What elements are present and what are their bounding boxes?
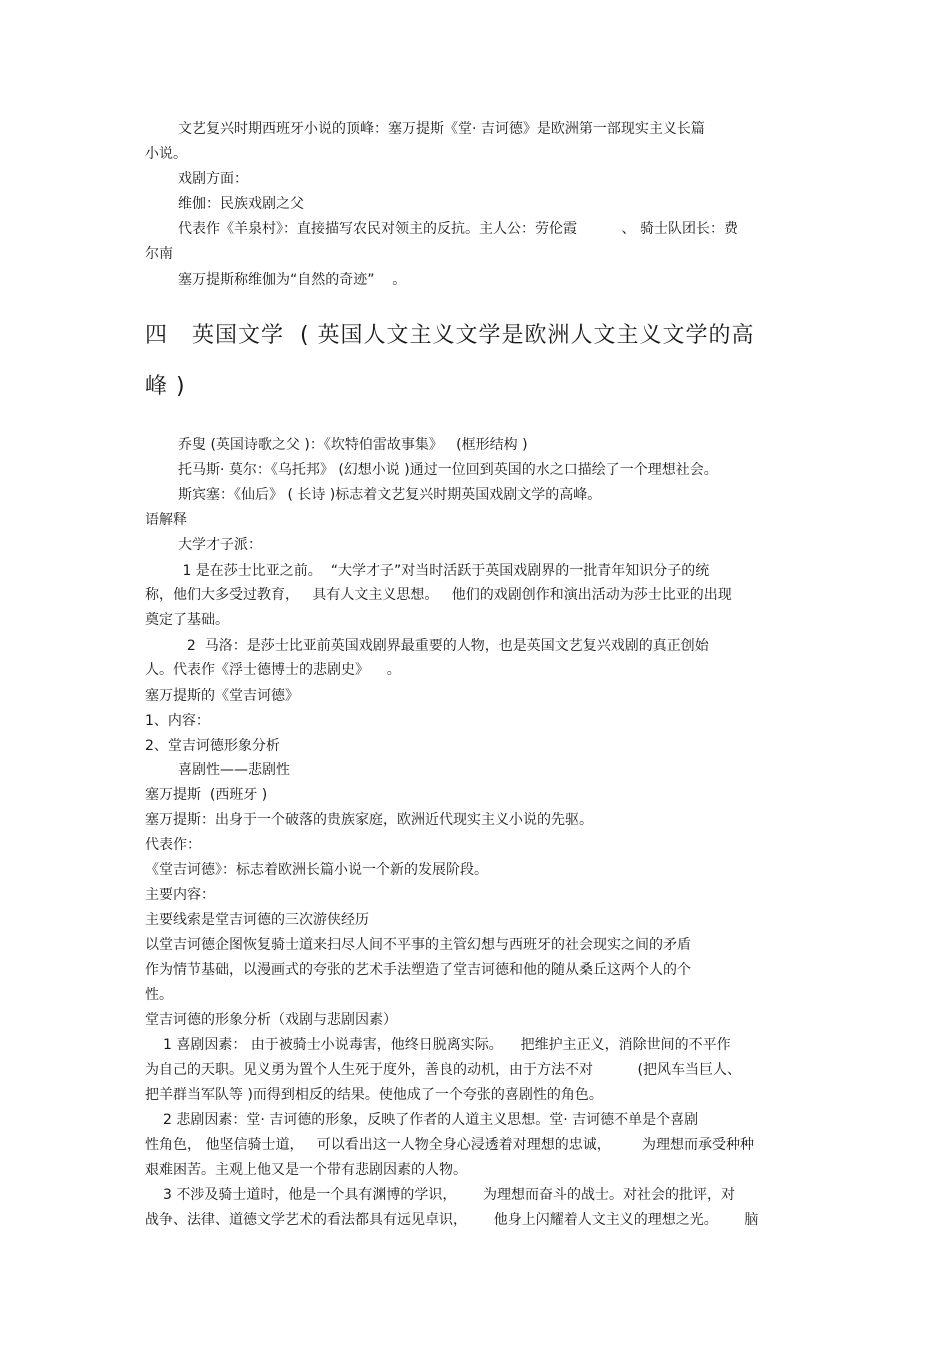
text-line: 把羊群当军队等 )而得到相反的结果。使他成了一个夸张的喜剧性的角色。 (145, 1087, 603, 1103)
text-line: 主要内容： (145, 887, 215, 903)
text-line: 小说。 (145, 146, 187, 162)
text-line: 维伽：民族戏剧之父 (178, 196, 304, 212)
text-line: 1、内容： (145, 713, 210, 729)
text-line: 尔南 (145, 246, 173, 262)
section-heading: 四 英国文学 ( 英国人文主义文学是欧洲人文主义文学的高 (145, 323, 755, 348)
text-line: 以堂吉诃德企图恢复骑士道来扫尽人间不平事的主管幻想与西班牙的社会现实之间的矛盾 (145, 937, 691, 953)
text-line: 文艺复兴时期西班牙小说的顶峰：塞万提斯《堂· 吉诃德》是欧洲第一部现实主义长篇 (178, 121, 705, 137)
text-line: 喜剧性——悲剧性 (178, 762, 290, 778)
text-line: 塞万提斯 (西班牙 ) (145, 787, 268, 803)
text-line: 2、堂吉诃德形象分析 (145, 738, 280, 754)
text-line: 奠定了基础。 (145, 612, 229, 628)
text-line: 代表作： (145, 837, 201, 853)
text-line: 斯宾塞：《仙后》 ( 长诗 )标志着文艺复兴时期英国戏剧文学的高峰。 (178, 487, 602, 503)
text-line: 性角色， 他坚信骑士道， 可以看出这一人物全身心浸透着对理想的忠诚， 为理想而承受种种 (145, 1137, 754, 1153)
text-line: 性。 (145, 987, 173, 1003)
text-line: 战争、法律、道德文学艺术的看法都具有远见卓识， 他身上闪耀着人文主义的理想之光。 脑 (145, 1212, 759, 1228)
text-line: 艰难困苦。主观上他又是一个带有悲剧因素的人物。 (145, 1162, 467, 1178)
text-line: 为自己的天职。见义勇为置个人生死于度外，善良的动机，由于方法不对 (把风车当巨人、 (145, 1062, 741, 1078)
text-line: 1 喜剧因素： 由于被骑士小说毒害，他终日脱离实际。 把维护主正义，消除世间的不平作 (163, 1037, 731, 1053)
text-line: 称，他们大多受过教育， 具有人文主义思想。 他们的戏剧创作和演出活动为莎士比亚的出现 (145, 587, 732, 603)
text-line: 堂吉诃德的形象分析（戏剧与悲剧因素） (145, 1012, 397, 1028)
text-line: 塞万提斯称维伽为“自然的奇迹” 。 (178, 272, 407, 288)
text-line: 戏剧方面： (178, 171, 248, 187)
text-line: 1 是在莎士比亚之前。 “大学才子”对当时活跃于英国戏剧界的一批青年知识分子的统 (178, 563, 710, 579)
text-line: 2 马洛：是莎士比亚前英国戏剧界最重要的人物，也是英国文艺复兴戏剧的真正创始 (178, 638, 709, 654)
text-line: 主要线索是堂吉诃德的三次游侠经历 (145, 912, 369, 928)
text-line: 作为情节基础，以漫画式的夸张的艺术手法塑造了堂吉诃德和他的随从桑丘这两个人的个 (145, 962, 691, 978)
text-line: 3 不涉及骑士道时，他是一个具有渊博的学识， 为理想而奋斗的战士。对社会的批评，对 (163, 1187, 736, 1203)
text-line: 人。代表作《浮士德博士的悲剧史》 。 (145, 662, 401, 678)
section-heading-continued: 峰 ) (145, 374, 186, 399)
text-line: 2 悲剧因素：堂· 吉诃德的形象，反映了作者的人道主义思想。堂· 吉诃德不单是个喜剧 (163, 1112, 699, 1128)
text-line: 代表作《羊泉村》：直接描写农民对领主的反抗。主人公：劳伦霞 、 骑士队团长：费 (178, 221, 738, 237)
text-line: 大学才子派： (178, 537, 262, 553)
text-line: 语解释 (145, 512, 187, 528)
text-line: 《堂吉诃德》：标志着欧洲长篇小说一个新的发展阶段。 (145, 862, 488, 878)
text-line: 塞万提斯：出身于一个破落的贵族家庭，欧洲近代现实主义小说的先驱。 (145, 812, 593, 828)
text-line: 托马斯· 莫尔：《乌托邦》 (幻想小说 )通过一位回到英国的水之口描绘了一个理想社会。 (178, 462, 718, 478)
text-line: 乔叟 (英国诗歌之父 )：《坎特伯雷故事集》 (框形结构 ) (178, 437, 528, 453)
text-line: 塞万提斯的《堂吉诃德》 (145, 688, 299, 704)
